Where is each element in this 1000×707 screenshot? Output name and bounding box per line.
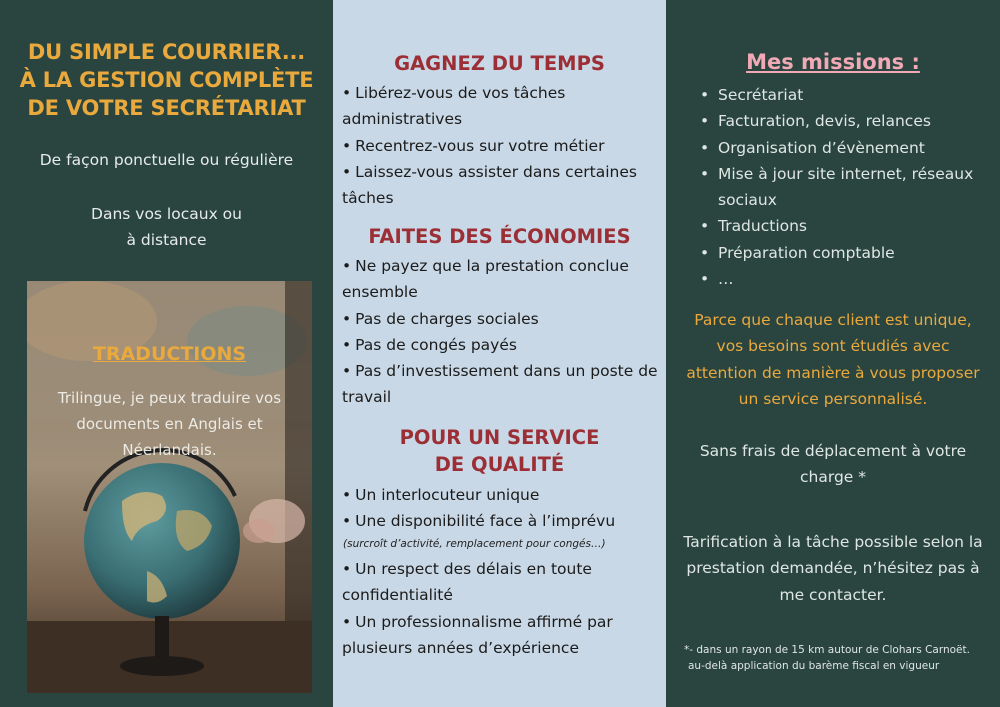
- headline-line-1: DU SIMPLE COURRIER...: [27, 40, 306, 64]
- globe-photo: [27, 281, 312, 693]
- mission-item: • Préparation comptable: [700, 240, 990, 266]
- quality-list-a: [342, 482, 660, 535]
- mission-item: • Mise à jour site internet, réseaux sociaux: [700, 161, 990, 214]
- location-line-1: Dans vos locaux ou: [91, 205, 242, 223]
- footnote-line-1: *- dans un rayon de 15 km autour de Clohars Carnoët.: [684, 644, 970, 656]
- list-item: • Recentrez-vous sur votre métier: [342, 136, 605, 155]
- missions-list: [700, 82, 990, 292]
- list-item: • Un professionnalisme affirmé par plusieurs années d’expérience: [342, 612, 613, 657]
- list-item: • Une disponibilité face à l’imprévu: [342, 512, 616, 531]
- footnote: [684, 642, 994, 674]
- middle-panel: [333, 0, 666, 707]
- translations-title: TRADUCTIONS: [92, 343, 247, 365]
- missions-title: Mes missions :: [746, 50, 920, 74]
- list-item: • Pas d’investissement dans un poste de travail: [342, 362, 658, 407]
- list-item: • Laissez-vous assister dans certaines tâches: [342, 162, 637, 208]
- mission-item: • Secrétariat: [700, 82, 990, 108]
- save-time-list: [342, 80, 660, 211]
- headline-line-2: À LA GESTION COMPLÈTE: [19, 68, 314, 92]
- personalized-service-text: Parce que chaque client est unique, vos besoins sont étudiés avec attention de manière à vous proposer un service personnalisé.: [686, 311, 980, 408]
- mission-item: • Traductions: [700, 213, 990, 239]
- list-item: • Libérez-vous de vos tâches administratives: [342, 84, 566, 129]
- mission-item: • Organisation d’évènement: [700, 135, 990, 161]
- list-item: • Pas de charges sociales: [342, 309, 539, 328]
- savings-title: FAITES DES ÉCONOMIES: [368, 225, 631, 248]
- savings-list: [342, 253, 660, 411]
- mission-item: • …: [700, 266, 990, 292]
- list-item: • Ne payez que la prestation conclue ensemble: [342, 257, 629, 302]
- left-panel: [0, 0, 333, 707]
- right-panel: [666, 0, 1000, 707]
- translations-text: Trilingue, je peux traduire vos documents en Anglais et Néerlandais.: [57, 389, 282, 459]
- footnote-line-2: au-delà application du barème fiscal en vigueur: [688, 660, 940, 672]
- list-item: • Un interlocuteur unique: [342, 486, 540, 504]
- headline-line-3: DE VOTRE SECRÉTARIAT: [27, 96, 306, 120]
- list-item: • Pas de congés payés: [342, 335, 517, 354]
- quality-note: (surcroît d’activité, remplacement pour congés…): [343, 538, 606, 550]
- headline: [10, 38, 323, 122]
- list-item: • Un respect des délais en toute confidentialité: [342, 560, 592, 605]
- quality-title-line-1: POUR UN SERVICE: [399, 426, 600, 449]
- frequency-text: De façon ponctuelle ou régulière: [39, 151, 294, 169]
- mission-item: • Facturation, devis, relances: [700, 108, 990, 134]
- quality-title-line-2: DE QUALITÉ: [434, 453, 565, 476]
- location-line-2: à distance: [126, 231, 207, 249]
- save-time-title: GAGNEZ DU TEMPS: [394, 52, 605, 75]
- quality-list-b: [342, 556, 660, 661]
- pricing-text: Tarification à la tâche possible selon la prestation demandée, n’hésitez pas à me contacter.: [683, 533, 983, 604]
- travel-cost-text: Sans frais de déplacement à votre charge *: [699, 442, 967, 487]
